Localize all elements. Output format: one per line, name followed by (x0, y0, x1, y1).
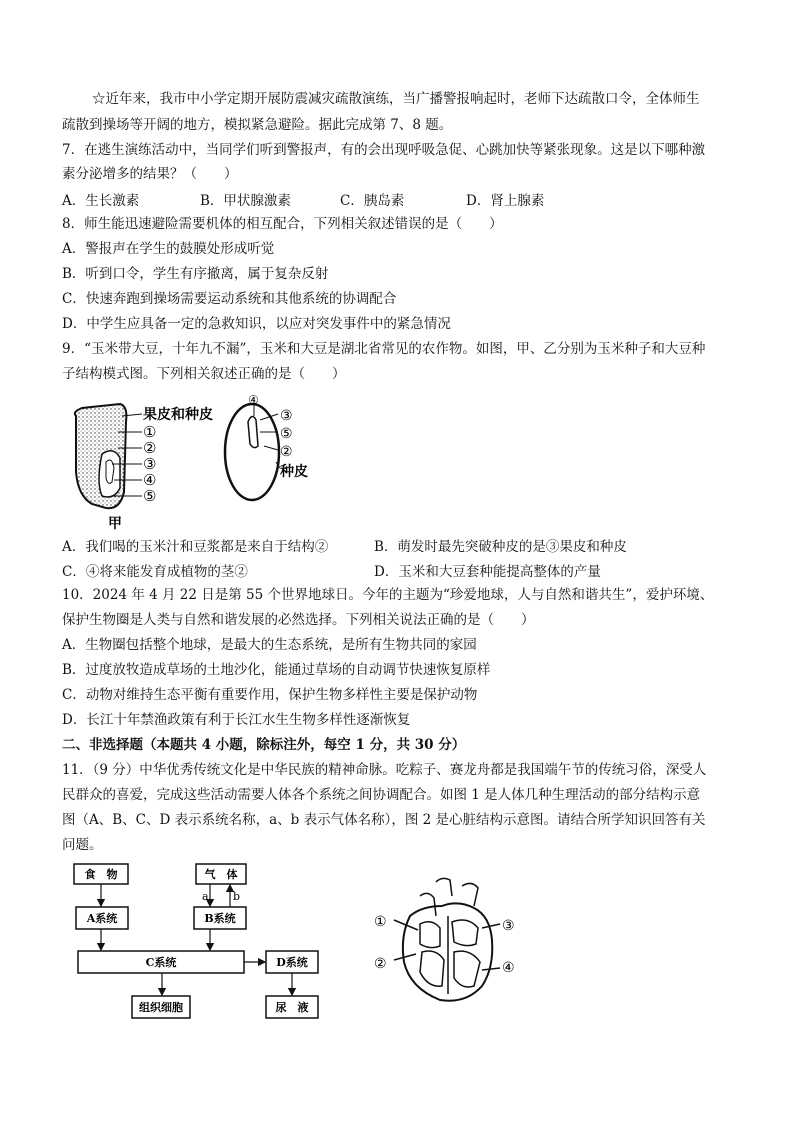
q10-option-a: A．生物圈包括整个地球，是最大的生态系统，是所有生物共同的家园 (62, 637, 477, 653)
corn-label-3: ③ (143, 455, 157, 473)
bean-label-3: ③ (280, 408, 293, 424)
bean-label-5: ⑤ (280, 426, 293, 442)
q10-option-c: C．动物对维持生态平衡有重要作用，保护生物多样性主要是保护动物 (62, 687, 478, 703)
q7-stem-2: 素分泌增多的结果？（ ） (62, 166, 238, 182)
heart-diagram (370, 876, 520, 1008)
food-label: 食 物 (84, 868, 118, 881)
q11-line-3: 图（A、B、C、D 表示系统名称，a、b 表示气体名称），图 2 是心脏结构示意图。请结合所学知识回答有关 (62, 812, 706, 828)
corn-label-1: ① (143, 423, 157, 441)
heart-label-1: ① (374, 914, 387, 930)
heart-label-4: ④ (502, 960, 515, 976)
corn-caption: 甲 (108, 516, 122, 532)
q8-option-b: B．听到口令，学生有序撤离，属于复杂反射 (62, 266, 329, 282)
q8-option-d: D．中学生应具备一定的急救知识，以应对突发事件中的紧急情况 (62, 316, 451, 332)
q7-option-d: D．肾上腺素 (466, 193, 545, 209)
q8-option-a: A．警报声在学生的鼓膜处形成听觉 (62, 241, 275, 257)
q10-option-b: B．过度放牧造成草场的土地沙化，能通过草场的自动调节快速恢复原样 (62, 662, 491, 678)
section-2-title: 二、非选择题（本题共 4 小题，除标注外，每空 1 分，共 30 分） (62, 737, 466, 753)
heart-label-3: ③ (502, 918, 515, 934)
bean-label-4: ④ (248, 393, 259, 407)
q9-stem-2: 子结构模式图。下列相关叙述正确的是（ ） (62, 366, 346, 382)
q9-option-c: C．④将来能发育成植物的茎② (62, 564, 248, 580)
corn-seed-figure (62, 392, 232, 532)
corn-label-2: ② (143, 439, 157, 457)
q11-line-1: 11．（9 分）中华优秀传统文化是中华民族的精神命脉。吃粽子、赛龙舟都是我国端午节的传统习俗，深受人 (62, 762, 707, 778)
system-b-label: B系统 (204, 912, 236, 925)
q9-option-b: B．萌发时最先突破种皮的是③果皮和种皮 (374, 539, 627, 555)
urine-label: 尿 液 (275, 1001, 309, 1014)
system-c-label: C系统 (145, 956, 177, 969)
q7-option-b: B．甲状腺激素 (200, 193, 291, 209)
intro-line-2: 疏散到操场等开阔的地方，模拟紧急避险。据此完成第 7、8 题。 (62, 117, 453, 133)
q10-stem-2: 保护生物圈是人类与自然和谐发展的必然选择。下列相关说法正确的是（ ） (62, 612, 535, 628)
bean-seed-figure (214, 392, 324, 517)
system-d-label: D系统 (276, 956, 308, 969)
bean-label-2: ② (280, 444, 293, 460)
corn-label-4: ④ (143, 471, 157, 489)
q10-option-d: D．长江十年禁渔政策有利于长江水生生物多样性逐渐恢复 (62, 712, 411, 728)
q9-stem-1: 9．“玉米带大豆，十年九不漏”，玉米和大豆是湖北省常见的农作物。如图，甲、乙分别为玉米种子和大豆种 (62, 341, 706, 357)
q9-option-a: A．我们喝的玉米汁和豆浆都是来自于结构② (62, 539, 329, 555)
gas-b-label: b (233, 890, 241, 903)
q11-line-2: 民群众的喜爱，完成这些活动需要人体各个系统之间协调配合。如图 1 是人体几种生理活动的部分结构示意 (62, 787, 701, 803)
q8-stem: 8．师生能迅速避险需要机体的相互配合，下列相关叙述错误的是（ ） (62, 216, 503, 232)
gas-a-label: a (202, 890, 209, 903)
corn-label-5: ⑤ (143, 487, 157, 505)
intro-line-1: ☆近年来，我市中小学定期开展防震减灾疏散演练，当广播警报响起时，老师下达疏散口令，全体师生 (92, 91, 700, 107)
gas-label: 气 体 (204, 868, 238, 881)
q8-option-c: C．快速奔跑到操场需要运动系统和其他系统的协调配合 (62, 291, 397, 307)
q9-option-d: D．玉米和大豆套种能提高整体的产量 (374, 564, 601, 580)
tissue-label: 组织细胞 (139, 1001, 183, 1014)
q7-option-c: C．胰岛素 (340, 193, 405, 209)
q7-option-a: A．生长激素 (62, 193, 140, 209)
system-a-label: A系统 (86, 912, 118, 925)
q7-stem-1: 7．在逃生演练活动中，当同学们听到警报声，有的会出现呼吸急促、心跳加快等紧张现象。这是以下哪种激 (62, 142, 706, 158)
body-systems-diagram (70, 860, 330, 1022)
q10-stem-1: 10．2024 年 4 月 22 日是第 55 个世界地球日。今年的主题为“珍爱地球，人与自然和谐共生”，爱护环境、 (62, 587, 714, 603)
q11-line-4: 问题。 (62, 837, 103, 853)
heart-label-2: ② (374, 956, 387, 972)
bean-label-seedcoat: 种皮 (280, 464, 308, 480)
corn-label-pericarp: 果皮和种皮 (143, 407, 213, 423)
